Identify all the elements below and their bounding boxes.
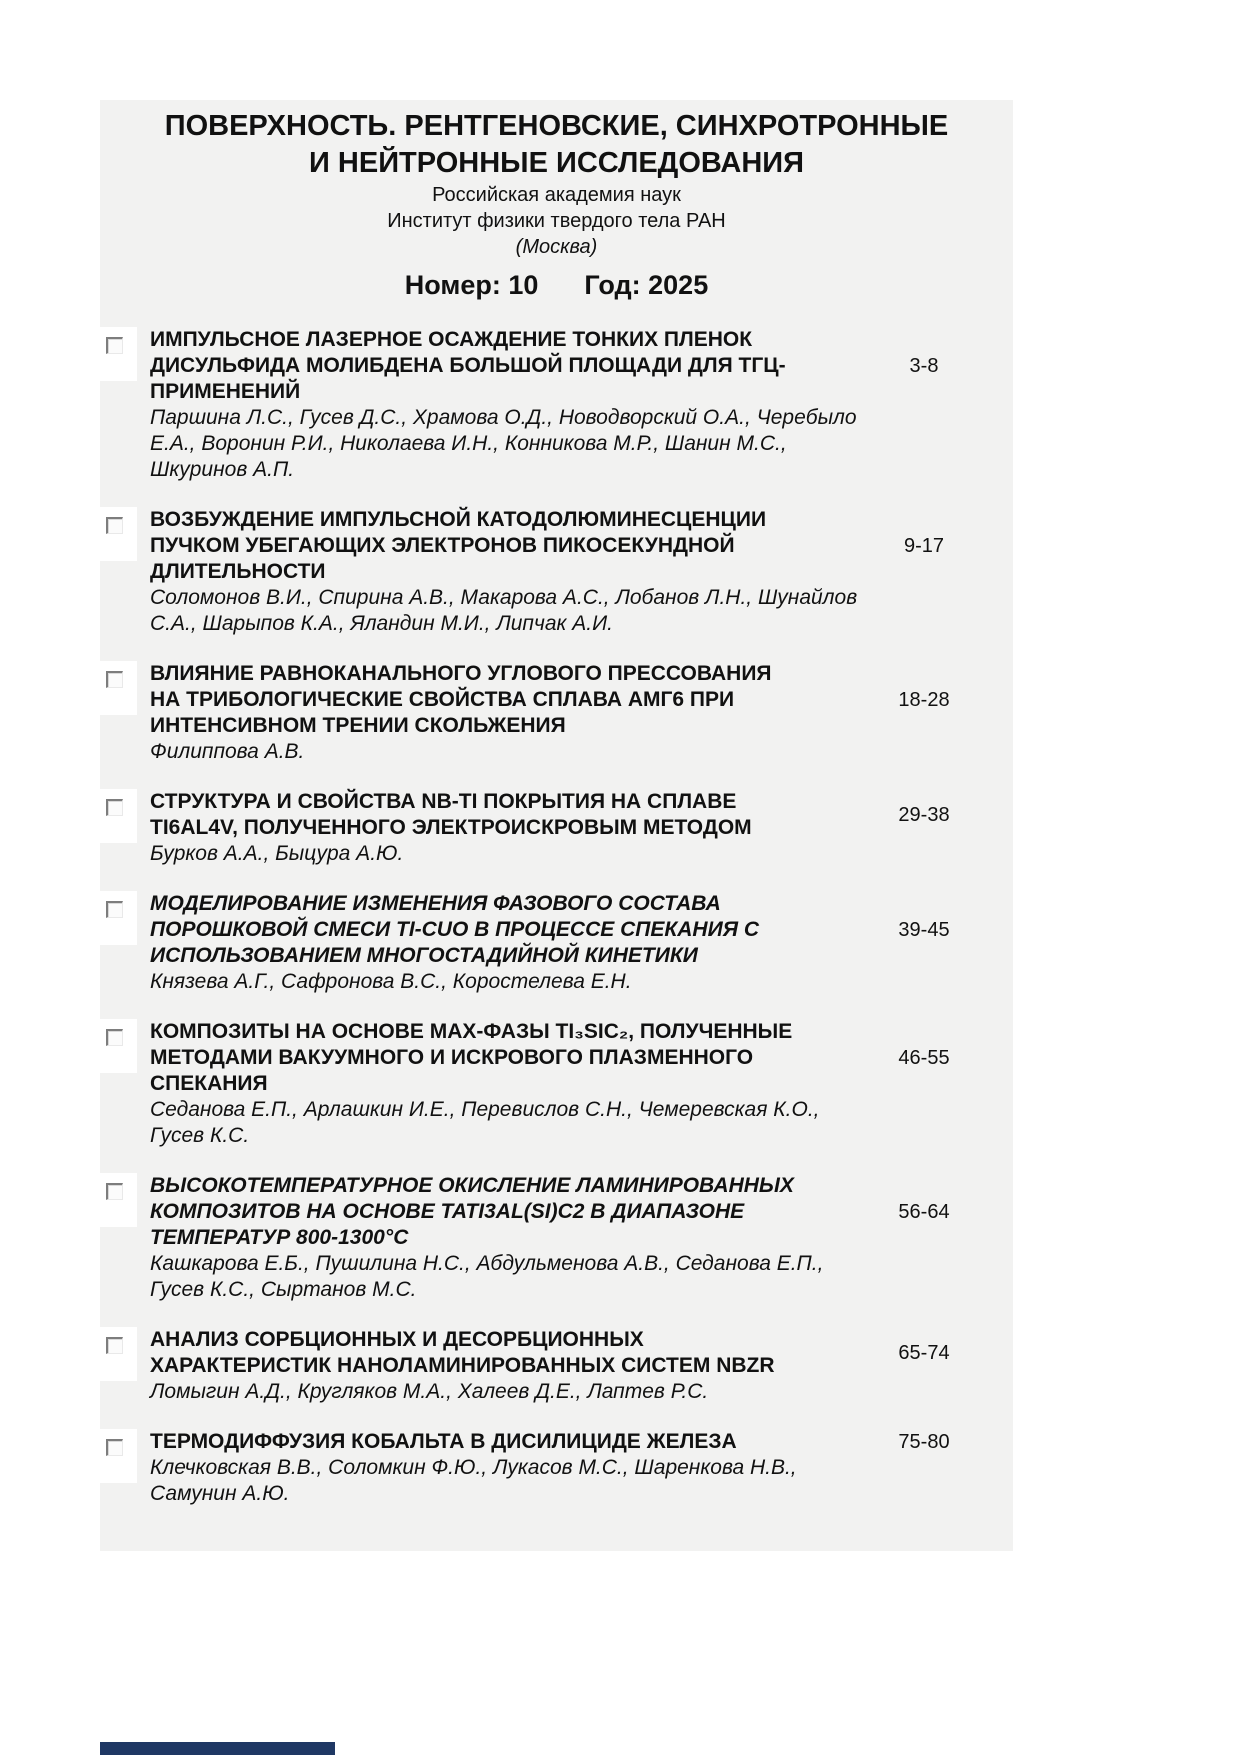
article-pages: 18-28 xyxy=(898,688,950,711)
article-pages: 3-8 xyxy=(909,354,939,377)
article-row xyxy=(100,891,1013,995)
article-title-line xyxy=(150,507,1013,585)
article-pages: 9-17 xyxy=(903,534,945,557)
article-row xyxy=(100,1327,1013,1405)
article-main xyxy=(150,1019,1013,1149)
checkbox-background xyxy=(100,661,137,715)
article-row xyxy=(100,661,1013,765)
checkbox-background xyxy=(100,1327,137,1381)
article-row xyxy=(100,507,1013,637)
issue-year-line xyxy=(100,270,1013,301)
article-title: ТЕРМОДИФФУЗИЯ КОБАЛЬТА В ДИСИЛИЦИДЕ ЖЕЛЕЗА xyxy=(150,1430,737,1453)
article-row xyxy=(100,789,1013,867)
checkbox-background xyxy=(100,891,137,945)
checkbox-cell xyxy=(100,789,150,867)
article-authors: Соломонов В.И., Спирина А.В., Макарова А.С., Лобанов Л.Н., Шунайлов С.А., Шарыпов К.А., Яландин М.И., Липчак А.И. xyxy=(150,586,858,635)
issue-year-label: Год: 2025 xyxy=(584,270,709,300)
article-main xyxy=(150,1173,1013,1303)
article-main xyxy=(150,891,1013,995)
article-title: ВОЗБУЖДЕНИЕ ИМПУЛЬСНОЙ КАТОДОЛЮМИНЕСЦЕНЦИИ ПУЧКОМ УБЕГАЮЩИХ ЭЛЕКТРОНОВ ПИКОСЕКУНДНОЙ ДЛИТЕЛЬНОСТИ xyxy=(150,508,767,583)
journal-toc-panel xyxy=(100,100,1013,1551)
article-authors: Клечковская В.В., Соломкин Ф.Ю., Лукасов М.С., Шаренкова Н.В., Самунин А.Ю. xyxy=(150,1456,797,1505)
article-checkbox[interactable] xyxy=(106,337,123,354)
article-main xyxy=(150,789,1013,867)
article-authors: Кашкарова Е.Б., Пушилина Н.С., Абдульменова А.В., Седанова Е.П., Гусев К.С., Сыртанов М.С. xyxy=(150,1252,824,1301)
article-title-line xyxy=(150,327,1013,405)
checkbox-background xyxy=(100,1429,137,1483)
organization-name: Российская академия наук xyxy=(432,184,681,206)
article-row xyxy=(100,327,1013,483)
checkbox-cell xyxy=(100,891,150,995)
article-authors: Князева А.Г., Сафронова В.С., Коростелева Е.Н. xyxy=(150,970,632,993)
article-pages: 29-38 xyxy=(898,803,950,826)
article-main xyxy=(150,1429,1013,1507)
article-pages: 39-45 xyxy=(898,918,950,941)
article-title-line xyxy=(150,1429,1013,1455)
article-main xyxy=(150,327,1013,483)
article-title: ВЛИЯНИЕ РАВНОКАНАЛЬНОГО УГЛОВОГО ПРЕССОВАНИЯ НА ТРИБОЛОГИЧЕСКИЕ СВОЙСТВА СПЛАВА АМГ6 ПРИ ИНТЕНСИВНОМ ТРЕНИИ СКОЛЬЖЕНИЯ xyxy=(150,662,772,737)
checkbox-cell xyxy=(100,661,150,765)
article-title-line xyxy=(150,1327,1013,1379)
article-authors: Седанова Е.П., Арлашкин И.Е., Перевислов С.Н., Чемеревская К.О., Гусев К.С. xyxy=(150,1098,820,1147)
article-title-line xyxy=(150,1173,1013,1251)
journal-header xyxy=(100,108,1013,301)
article-title: ВЫСОКОТЕМПЕРАТУРНОЕ ОКИСЛЕНИЕ ЛАМИНИРОВАННЫХ КОМПОЗИТОВ НА ОСНОВЕ TATI3AL(SI)C2 В ДИАПАЗОНЕ ТЕМПЕРАТУР 800-1300°С xyxy=(150,1174,794,1249)
article-pages: 75-80 xyxy=(898,1430,950,1453)
institute-name: Институт физики твердого тела РАН xyxy=(387,210,726,232)
article-pages: 65-74 xyxy=(898,1341,950,1364)
article-title-line xyxy=(150,789,1013,841)
article-checkbox[interactable] xyxy=(106,671,123,688)
checkbox-background xyxy=(100,1173,137,1227)
article-row xyxy=(100,1429,1013,1507)
checkbox-cell xyxy=(100,1327,150,1405)
article-checkbox[interactable] xyxy=(106,901,123,918)
checkbox-background xyxy=(100,507,137,561)
bottom-blue-strip xyxy=(100,1742,335,1755)
article-pages: 56-64 xyxy=(898,1200,950,1223)
article-pages: 46-55 xyxy=(898,1046,950,1069)
article-main xyxy=(150,1327,1013,1405)
article-checkbox[interactable] xyxy=(106,799,123,816)
journal-title: ПОВЕРХНОСТЬ. РЕНТГЕНОВСКИЕ, СИНХРОТРОННЫЕ И НЕЙТРОННЫЕ ИССЛЕДОВАНИЯ xyxy=(164,110,949,179)
article-main xyxy=(150,507,1013,637)
article-authors: Филиппова А.В. xyxy=(150,740,305,763)
article-authors: Ломыгин А.Д., Кругляков М.А., Халеев Д.Е., Лаптев Р.С. xyxy=(150,1380,709,1403)
city-label: (Москва) xyxy=(515,236,598,258)
article-title: МОДЕЛИРОВАНИЕ ИЗМЕНЕНИЯ ФАЗОВОГО СОСТАВА ПОРОШКОВОЙ СМЕСИ TI-CUO В ПРОЦЕССЕ СПЕКАНИЯ С ИСПОЛЬЗОВАНИЕМ МНОГОСТАДИЙНОЙ КИНЕТИКИ xyxy=(150,892,760,967)
checkbox-cell xyxy=(100,327,150,483)
article-checkbox[interactable] xyxy=(106,1337,123,1354)
checkbox-cell xyxy=(100,507,150,637)
article-authors: Бурков А.А., Быцура А.Ю. xyxy=(150,842,404,865)
checkbox-cell xyxy=(100,1019,150,1149)
issue-number-label: Номер: 10 xyxy=(404,270,539,300)
article-checkbox[interactable] xyxy=(106,1439,123,1456)
article-checkbox[interactable] xyxy=(106,517,123,534)
article-title: АНАЛИЗ СОРБЦИОННЫХ И ДЕСОРБЦИОННЫХ ХАРАКТЕРИСТИК НАНОЛАМИНИРОВАННЫХ СИСТЕМ NBZR xyxy=(150,1328,775,1377)
article-title-line xyxy=(150,1019,1013,1097)
article-list xyxy=(100,327,1013,1507)
article-title: КОМПОЗИТЫ НА ОСНОВЕ MAX-ФАЗЫ TI₃SIC₂, ПОЛУЧЕННЫЕ МЕТОДАМИ ВАКУУМНОГО И ИСКРОВОГО ПЛАЗМЕННОГО СПЕКАНИЯ xyxy=(150,1020,793,1095)
article-row xyxy=(100,1019,1013,1149)
article-title-line xyxy=(150,891,1013,969)
article-title-line xyxy=(150,661,1013,739)
article-checkbox[interactable] xyxy=(106,1029,123,1046)
article-title: СТРУКТУРА И СВОЙСТВА NB-TI ПОКРЫТИЯ НА СПЛАВЕ TI6AL4V, ПОЛУЧЕННОГО ЭЛЕКТРОИСКРОВЫМ МЕТОДОМ xyxy=(150,790,752,839)
checkbox-background xyxy=(100,327,137,381)
article-checkbox[interactable] xyxy=(106,1183,123,1200)
article-title: ИМПУЛЬСНОЕ ЛАЗЕРНОЕ ОСАЖДЕНИЕ ТОНКИХ ПЛЕНОК ДИСУЛЬФИДА МОЛИБДЕНА БОЛЬШОЙ ПЛОЩАДИ ДЛЯ ТГЦ-ПРИМЕНЕНИЙ xyxy=(150,328,786,403)
checkbox-background xyxy=(100,1019,137,1073)
checkbox-background xyxy=(100,789,137,843)
checkbox-cell xyxy=(100,1429,150,1507)
checkbox-cell xyxy=(100,1173,150,1303)
article-row xyxy=(100,1173,1013,1303)
article-main xyxy=(150,661,1013,765)
article-authors: Паршина Л.С., Гусев Д.С., Храмова О.Д., Новодворский О.А., Черебыло Е.А., Воронин Р.И., Николаева И.Н., Конникова М.Р., Шанин М.С., Шкуринов А.П. xyxy=(150,406,857,481)
